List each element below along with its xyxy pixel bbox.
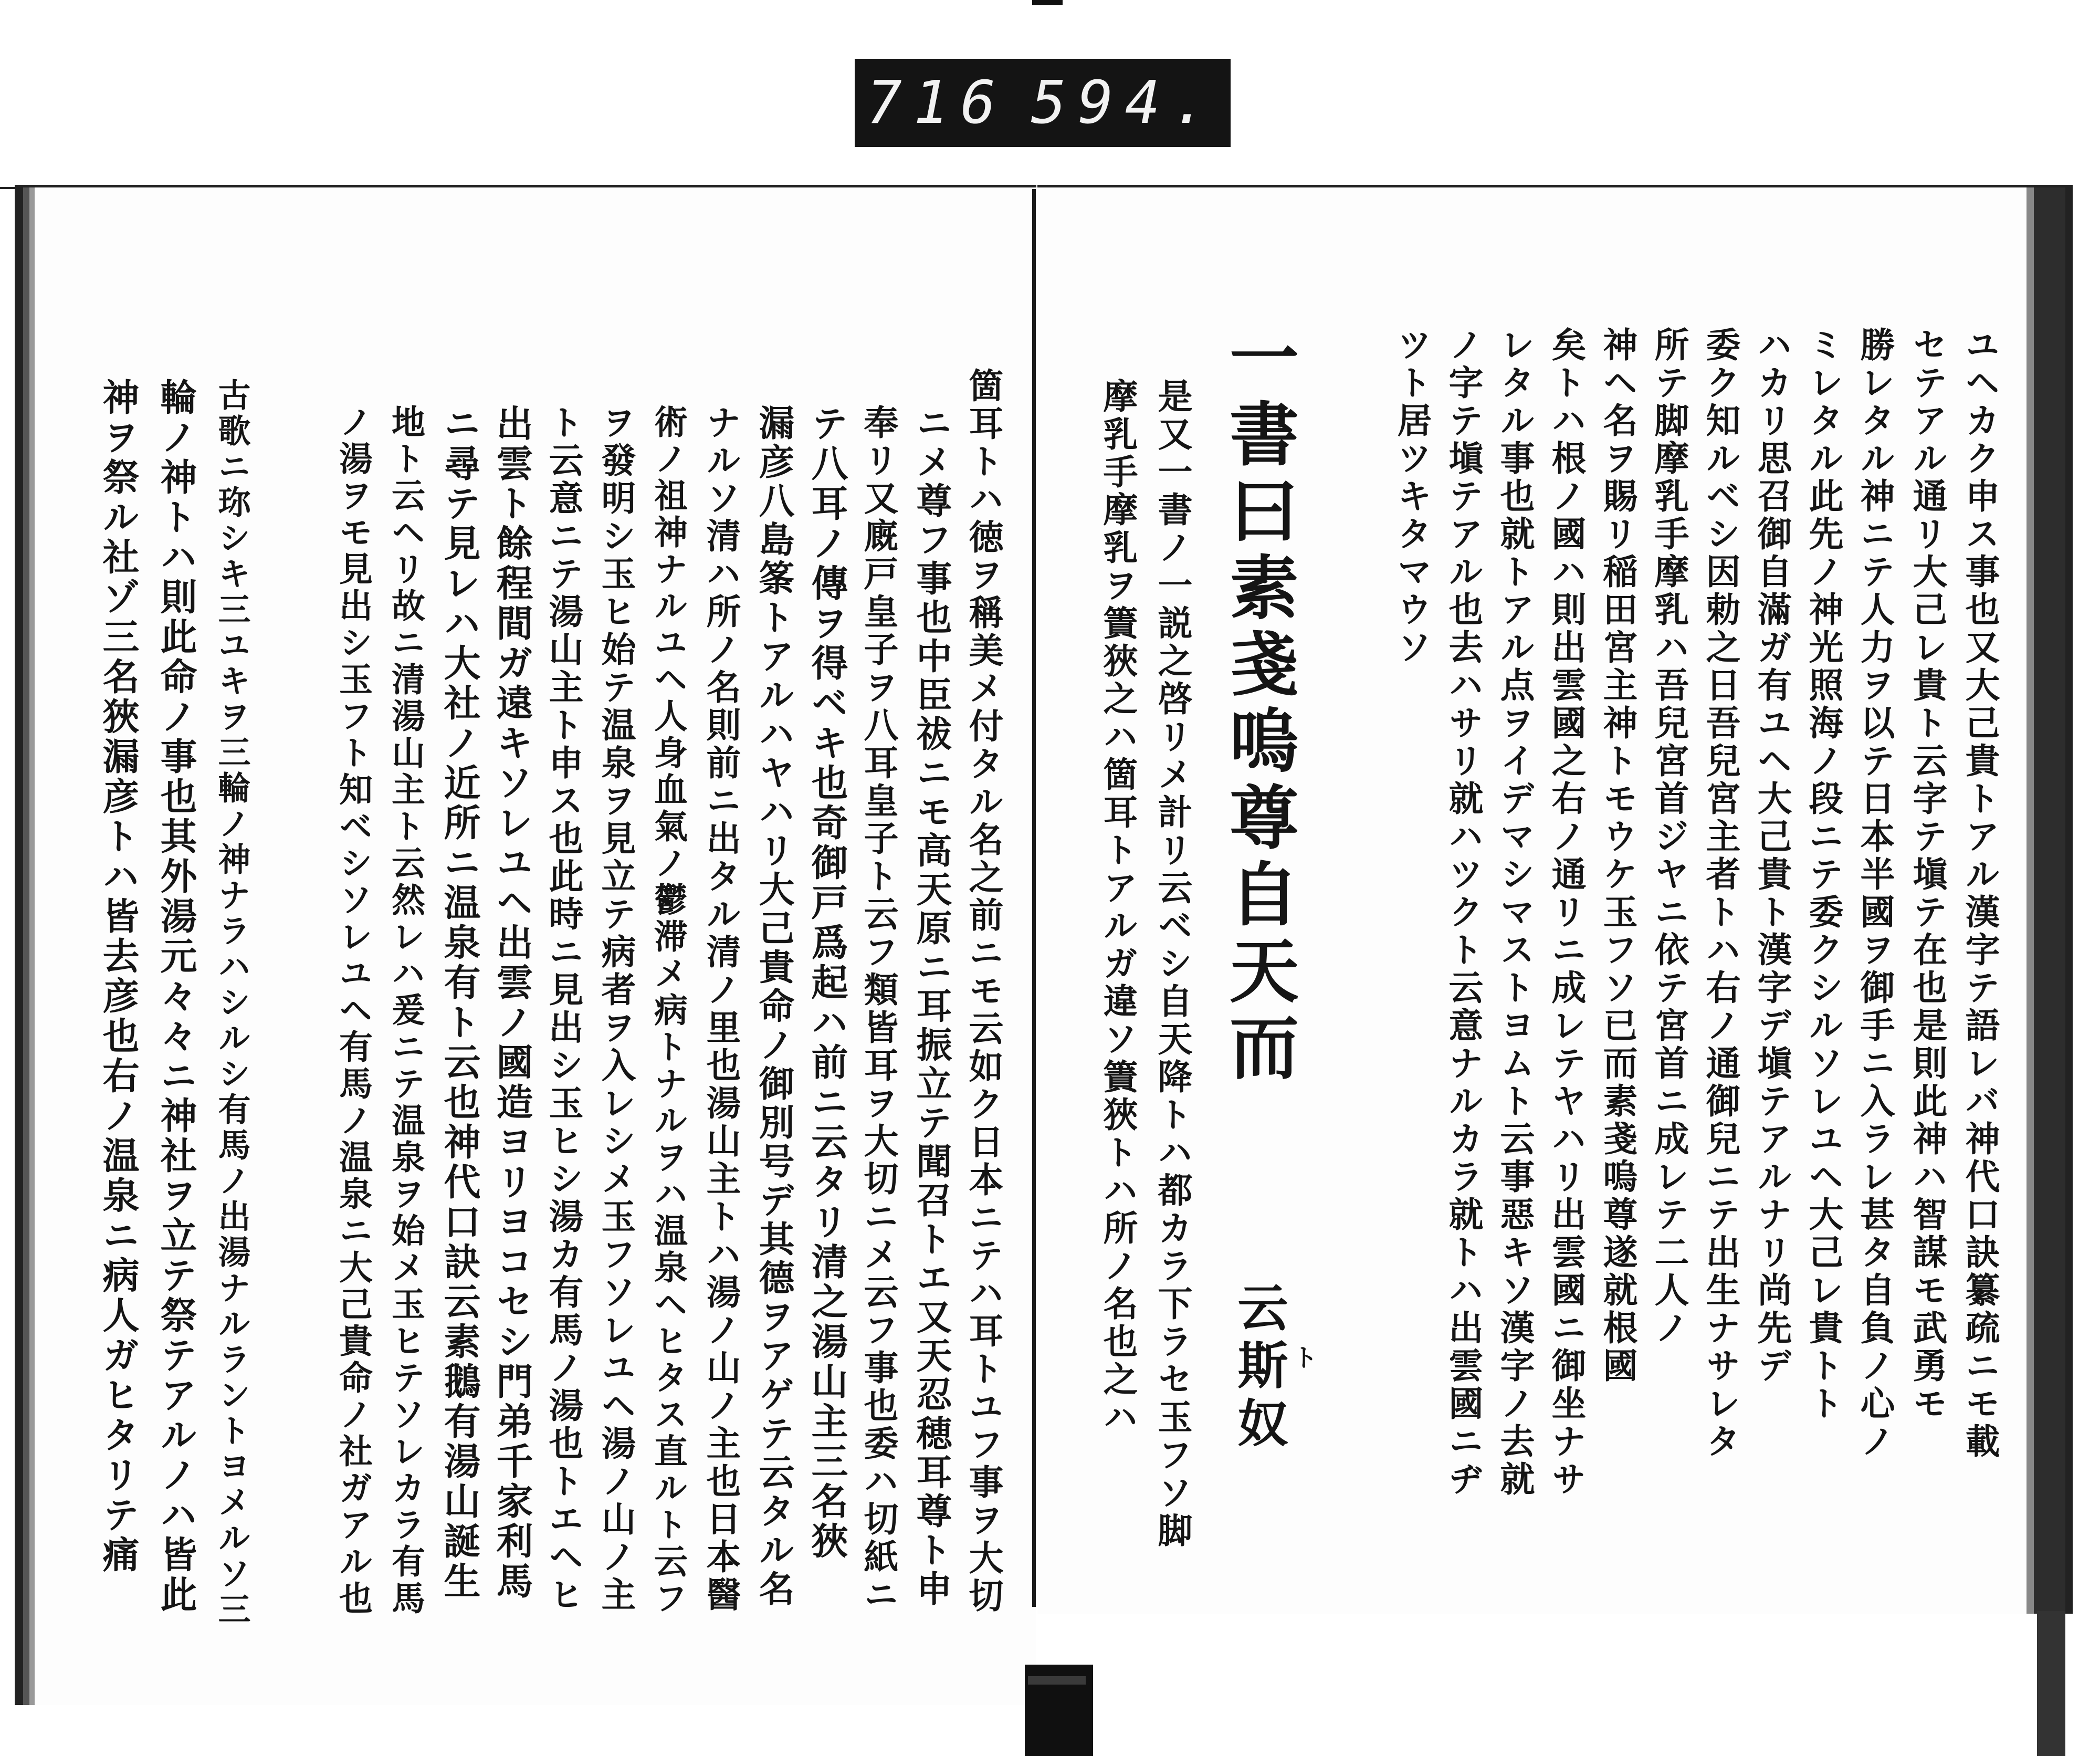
right-body-column: 矣トハ根ノ國ハ則出雲國之右ノ通リニ成レテヤハリ出雲國ニ御坐ナサ (1546, 327, 1587, 1499)
right-body-column: レタル事也就トアル点ヲイデマシマストヨムト云事惡キソ漢字ノ去就 (1494, 327, 1535, 1499)
left-body-column: ニメ尊フ事也中臣祓ニモ高天原ニ耳振立テ聞召トエ又天忍穂耳尊ト申 (910, 404, 952, 1609)
left-body-column: テ八耳ノ傳ヲ得ベキ也奇御戸爲起ハ前ニ云タリ清之湯山主三名狹 (805, 404, 849, 1562)
right-body-column: ミレタル此先ノ神光照海ノ段ニテ委クシルソレユヘ大己レ貴トト (1803, 327, 1844, 1423)
heading-note-small: ト (1288, 1344, 1318, 1373)
right-body-column: セテアル通リ大己レ貴ト云字テ塡テ在也是則此神ハ智謀モ武勇モ (1907, 327, 1948, 1423)
heading-note: 云斯奴 (1230, 1281, 1289, 1455)
left-body-column: ヲ發明シ玉ヒ始テ温泉ヲ見立テ病者ヲ入レシメ玉フソレユヘ湯ノ山ノ主 (595, 404, 636, 1614)
right-body-column: 神ヘ名ヲ賜リ稲田宮主神トモウケ玉フソ已而素戔嗚尊遂就根國 (1597, 327, 1638, 1385)
left-body-column: 輪ノ神トハ則此命ノ事也其外湯元々々ニ神社ヲ立テ祭テアルノハ皆此 (154, 378, 198, 1615)
left-body-column: 奉リ又廐戸皇子ヲ八耳皇子ト云フ類皆耳ヲ大切ニメ云フ事也委ハ切紙ニ (858, 404, 899, 1614)
right-body-column: 委ク知ルベシ因勅之日吾兒宮主者トハ右ノ通御兒ニテ出生ナサレタ (1700, 327, 1741, 1461)
left-body-column: 術ノ祖神ナルユヘ人身血氣ノ鬱滞メ病トナルヲハ温泉ヘヒタス直ルト云フ (648, 404, 688, 1617)
right-body-column: ツト居ツキタマウソ (1391, 327, 1432, 667)
catalog-label (855, 59, 1231, 147)
left-body-column: ニ尋テ見レハ大社ノ近所ニ温泉有ト云也神代口訣云素鵝有湯山誕生 (438, 404, 481, 1602)
left-body-column: 地ト云ヘリ故ニ清湯山主ト云然レハ爰ニテ温泉ヲ始メ玉ヒテソレカラ有馬 (386, 404, 425, 1617)
left-body-column: 漏彦八島筿トアルハヤハリ大己貴命ノ御別号デ其德ヲアゲテ云タル名 (753, 404, 795, 1609)
right-body-column: ユヘカク申ス事也又大己貴トアル漢字テ語レバ神代口訣纂疏ニモ載 (1959, 327, 2000, 1461)
left-body-column: ナルソ清ハ所ノ名則前ニ出タル清ノ里也湯山主トハ湯ノ山ノ主也日本醫 (700, 404, 741, 1614)
book-spine-highlight (1028, 1676, 1086, 1685)
right-body-column: 所テ脚摩乳手摩乳ハ吾兒宮首ジヤニ依テ宮首ニ成レテ二人ノ (1648, 327, 1689, 1347)
gutter-line (1032, 189, 1036, 1607)
right-body-column: ハカリ思召御自滿ガ有ユヘ大己貴ト漢字デ塡テアルナリ尚先デ (1751, 327, 1792, 1385)
left-body-column: 古歌ニ珎シキ三ユキヲ三輪ノ神ナラハシルシ有馬ノ出湯ナルラントヨメルソ三 (213, 378, 251, 1628)
right-commentary-column: 摩乳手摩乳ヲ簀狹之ハ箇耳トアルガ違ソ簀狹トハ所ノ名也之ハ (1097, 378, 1138, 1437)
right-commentary-column: 是又一書ノ一説之啓リメ計リ云ベシ自天降トハ都カラ下ラセ玉フソ脚 (1152, 378, 1193, 1550)
left-body-column: 箇耳トハ徳ヲ稱美メ付タル名之前ニモ云如ク日本ニテハ耳トユフ事ヲ大切 (963, 368, 1004, 1615)
right-body-column: 勝レタル神ニテ人力ヲ以テ日本半國ヲ御手ニ入ラレ甚タ自負ノ心ノ (1854, 327, 1895, 1461)
left-body-column: 出雲ト餘程間ガ遠キソレユヘ出雲ノ國造ヨリヨコセシ門弟千家利馬 (490, 404, 534, 1602)
catalog-number-left: 716 (866, 69, 1007, 137)
top-tab (1032, 0, 1063, 5)
section-heading: 一書曰素戔嗚尊自天而 (1217, 321, 1299, 1088)
left-body-column: ノ湯ヲモ見出シ玉フト知ベシソレユヘ有馬ノ温泉ニ大己貴命ノ社ガアル也 (333, 404, 373, 1617)
left-body-column: 神ヲ祭ル社ゾ三名狹漏彦トハ皆去彦也右ノ温泉ニ病人ガヒタリテ痛 (97, 378, 140, 1575)
right-body-column: ノ字テ塡テアル也去ハサリ就ハツクト云意ナルカラ就トハ出雲國ニヂ (1443, 327, 1484, 1499)
right-page-edge (2037, 1611, 2065, 1756)
left-body-column: ト云意ニテ湯山主ト申ス也此時ニ見出シ玉ヒシ湯カ有馬ノ湯也トエヘヒ (543, 404, 584, 1614)
catalog-number-right: 594. (1031, 69, 1219, 137)
